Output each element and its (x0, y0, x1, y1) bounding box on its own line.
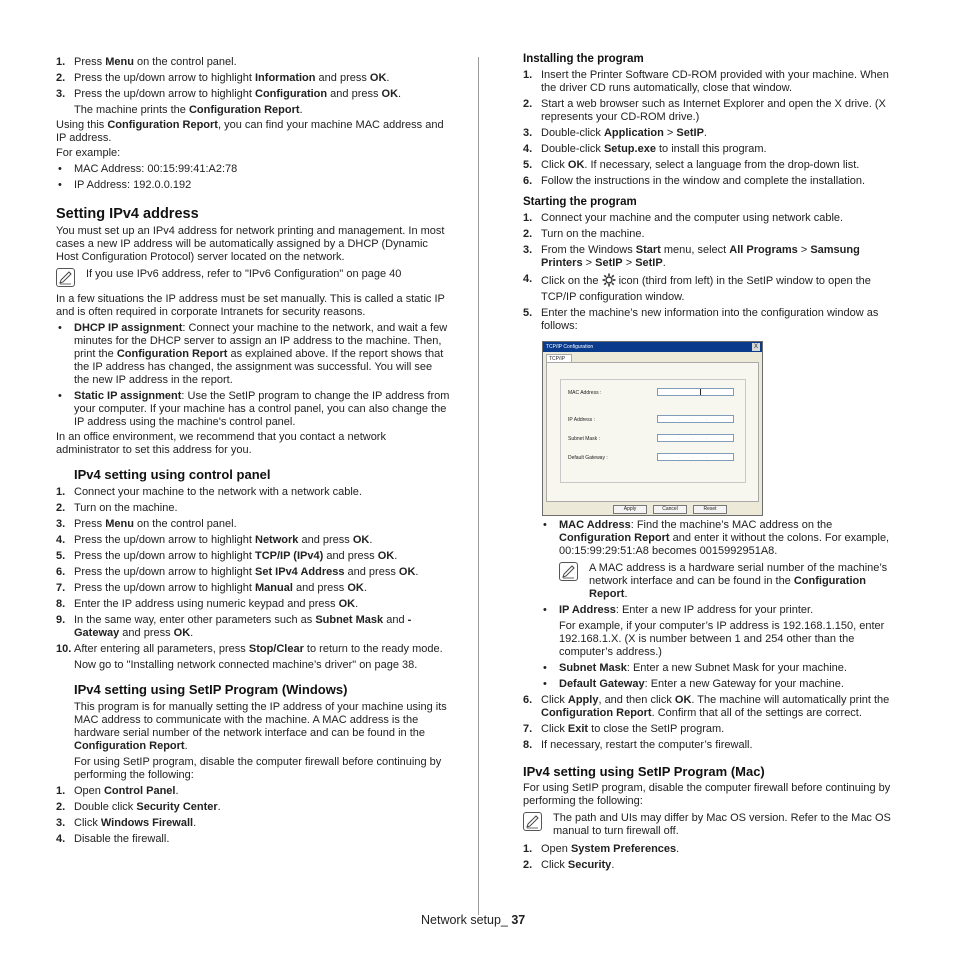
tcpip-config-icon (602, 273, 616, 291)
mac-step-1: 1. Open System Preferences. (523, 843, 680, 855)
install-step-1: 1. Insert the Printer Software CD-ROM provided with your machine. When the driver CD runs automatically, close that window. (523, 69, 889, 94)
cp-step-1: 1. Connect your machine to the network with a network cable. (56, 486, 362, 498)
windows-para: This program is for manually setting the IP address of your machine using its MAC address to communicate with the machine. A MAC address is the hardware serial number of the network interface and can be found in the Configuration Report. (74, 701, 447, 752)
dialog-close-button[interactable]: X (753, 344, 758, 350)
using-report-para: Using this Configuration Report, you can find your machine MAC address and IP address. (56, 119, 444, 144)
dialog-titlebar (543, 342, 762, 352)
setting-para: You must set up an IPv4 address for network printing and management. In most cases a new IP address will be automatically assigned by a DHCP (Dynamic Host Configuration Protocol) server located on the network. (56, 225, 445, 263)
mac-os-note-text: The path and UIs may differ by Mac OS version. Refer to the Mac OS manual to turn firewall off. (553, 812, 891, 837)
starting-title: Starting the program (523, 196, 637, 208)
default-gateway-bullet: • Default Gateway: Enter a new Gateway for your machine. (541, 678, 901, 691)
intro-steps (56, 56, 450, 101)
mac-note (559, 562, 901, 601)
ip-example-para: For example, if your computer’s IP address is 192.168.1.150, enter 192.168.1.X. (X is number between 1 and 254 other than the computer’s address.) (559, 620, 885, 658)
mac-firewall-para: For using SetIP program, disable the computer firewall before continuing by performing the following: (523, 782, 891, 807)
start-step-3: 3. From the Windows Start menu, select All Programs > Samsung Printers > SetIP > SetIP. (523, 244, 860, 269)
windows-firewall-steps (56, 785, 450, 846)
for-example-label: For example: (56, 147, 121, 159)
config-step-3: 8. If necessary, restart the computer’s firewall. (523, 739, 753, 751)
mac-step-2: 2. Click Security. (523, 859, 615, 871)
default-gateway-field[interactable]: . . . (657, 453, 734, 461)
tcpip-config-dialog (542, 341, 763, 516)
cp-step-6: 6. Press the up/down arrow to highlight Set IPv4 Address and press OK. (56, 566, 419, 578)
reset-button[interactable]: Reset (693, 505, 727, 514)
example-bullet-mac: • MAC Address: 00:15:99:41:A2:78 (56, 163, 450, 176)
footer-label: Network setup_ (421, 913, 512, 927)
field-bullets-mac (523, 519, 901, 691)
now-go-para: Now go to "Installing network connected machine’s driver" on page 38. (74, 659, 418, 671)
column-divider (478, 57, 479, 915)
start-step-5: 5. Enter the machine’s new information into the configuration window as follows: (523, 307, 879, 332)
office-para: In an office environment, we recommend that you contact a network administrator to set this address for you. (56, 431, 386, 456)
note-icon (559, 562, 578, 581)
mac-address-bullet: • MAC Address: Find the machine’s MAC address on the Configuration Report and enter it without the colons. For example, 00:15:99:29:51:A8 becomes 0015992951A8. (541, 519, 901, 558)
dhcp-bullet: • DHCP IP assignment: Connect your machine to the network, and wait a few minutes for the DHCP server to assign an IP address to the machine. Then, print the Configuration Report as explained above. If the report shows that the IP address has changed, the assignment was successful. You will see the new IP address in the report. (56, 322, 450, 387)
static-bullet: • Static IP assignment: Use the SetIP program to change the IP address from your computer. If your machine has a control panel, you can also change the IP address using the machine's control panel. (56, 390, 450, 429)
firewall-para: For using SetIP program, disable the computer firewall before continuing by performing the following: (74, 756, 442, 781)
cp-step-9: 9. In the same way, enter other parameters such as Subnet Mask and -Gateway and press OK. (56, 614, 412, 639)
cp-step-2: 2. Turn on the machine. (56, 502, 178, 514)
after-steps (523, 694, 901, 752)
default-gateway-label: Default Gateway : (568, 455, 608, 461)
note-icon (523, 812, 542, 831)
intro-step-3: 3. Press the up/down arrow to highlight Configuration and press OK. (56, 88, 402, 100)
ip-address-field[interactable]: . . . (657, 415, 734, 423)
cp-step-7: 7. Press the up/down arrow to highlight Manual and press OK. (56, 582, 367, 594)
manual-para: In a few situations the IP address must be set manually. This is called a static IP and is often required in corporate Intranets for security reasons. (56, 293, 445, 318)
config-step-2: 7. Click Exit to close the SetIP program. (523, 723, 725, 735)
ip-address-label: IP Address : (568, 417, 595, 423)
tab-tcpip[interactable]: TCP/IP (546, 354, 572, 363)
install-step-3: 3. Double-click Application > SetIP. (523, 127, 707, 139)
cp-step-4: 4. Press the up/down arrow to highlight Network and press OK. (56, 534, 373, 546)
cp-step-10: 10. After entering all parameters, press Stop/Clear to return to the ready mode. (56, 643, 443, 655)
dialog-panel (546, 362, 759, 502)
step3-subtext: The machine prints the Configuration Report. (74, 104, 303, 116)
firewall-step-2: 2. Double click Security Center. (56, 801, 221, 813)
installing-title: Installing the program (523, 53, 644, 65)
firewall-step-4: 4. Disable the firewall. (56, 833, 170, 845)
mac-address-label: MAC Address : (568, 390, 602, 396)
subnet-mask-label: Subnet Mask : (568, 436, 600, 442)
example-bullets (56, 163, 450, 192)
section-title-windows: IPv4 setting using SetIP Program (Windows) (74, 682, 348, 697)
subnet-mask-field[interactable]: . . . (657, 434, 734, 442)
config-step-1: 6. Click Apply, and then click OK. The machine will automatically print the Configuration Report. Confirm that all of the settings are correct. (523, 694, 890, 719)
install-step-2: 2. Start a web browser such as Internet Explorer and open the X drive. (X represents your CD-ROM drive.) (523, 98, 886, 123)
left-column (56, 53, 450, 846)
control-panel-steps (56, 486, 450, 656)
dialog-title: TCP/IP Configuration (546, 344, 594, 350)
firewall-step-1: 1. Open Control Panel. (56, 785, 179, 797)
install-step-6: 6. Follow the instructions in the window and complete the installation. (523, 175, 866, 187)
mac-note-text: A MAC address is a hardware serial number of the machine’s network interface and can be found in the Configuration Report. (589, 562, 888, 600)
start-steps (523, 212, 901, 270)
cp-step-5: 5. Press the up/down arrow to highlight TCP/IP (IPv4) and press OK. (56, 550, 398, 562)
firewall-step-3: 3. Click Windows Firewall. (56, 817, 197, 829)
install-step-4: 4. Double-click Setup.exe to install this program. (523, 143, 767, 155)
subnet-mask-bullet: • Subnet Mask: Enter a new Subnet Mask for your machine. (541, 662, 901, 675)
start-step-4: 4. Click on the icon (third from left) in the SetIP window to open the TCP/IP configuration window. (523, 273, 871, 303)
apply-button[interactable]: Apply (613, 505, 647, 514)
section-title-setting-ipv4: Setting IPv4 address (56, 206, 199, 222)
ipv6-note (56, 268, 450, 290)
cancel-button[interactable]: Cancel (653, 505, 687, 514)
note-icon (56, 268, 75, 287)
install-step-5: 5. Click OK. If necessary, select a language from the drop-down list. (523, 159, 860, 171)
right-column (523, 53, 901, 872)
start-step-2: 2. Turn on the machine. (523, 228, 645, 240)
install-steps (523, 69, 901, 188)
start-step-1: 1. Connect your machine and the computer using network cable. (523, 212, 844, 224)
page-number: 37 (511, 913, 526, 927)
ipv6-note-text: If you use IPv6 address, refer to "IPv6 Configuration" on page 40 (86, 268, 402, 280)
mac-steps (523, 843, 901, 872)
mac-os-note (523, 812, 901, 838)
mac-address-field[interactable] (657, 388, 734, 396)
section-title-mac: IPv4 setting using SetIP Program (Mac) (523, 764, 765, 779)
example-bullet-ip: • IP Address: 192.0.0.192 (56, 179, 450, 192)
cp-step-8: 8. Enter the IP address using numeric keypad and press OK. (56, 598, 359, 610)
intro-step-2: 2. Press the up/down arrow to highlight Information and press OK. (56, 72, 390, 84)
cp-step-3: 3. Press Menu on the control panel. (56, 518, 237, 530)
page-footer (421, 914, 525, 927)
intro-step-1: 1. Press Menu on the control panel. (56, 56, 237, 68)
ip-address-bullet: • IP Address: Enter a new IP address for your printer. (541, 604, 901, 617)
section-title-control-panel: IPv4 setting using control panel (74, 467, 271, 482)
